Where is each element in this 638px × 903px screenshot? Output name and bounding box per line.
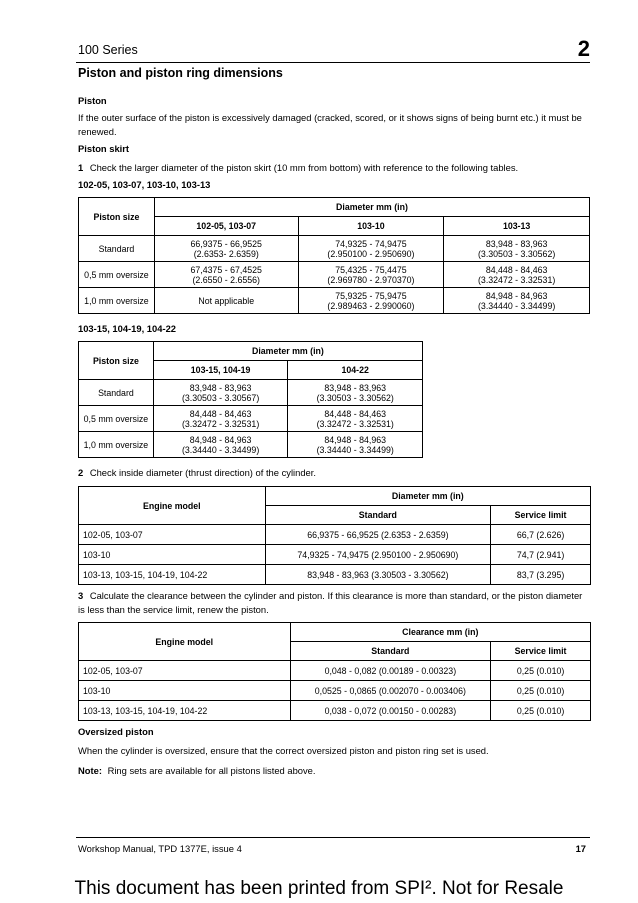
table1-group-header: Diameter mm (in)	[154, 198, 589, 217]
piston-skirt-table-2	[78, 341, 423, 458]
value-cell: 67,4375 - 67,4525 (2.6550 - 2.6556)	[154, 262, 298, 288]
table4-group-header: Clearance mm (in)	[290, 623, 590, 642]
value-cell: 83,948 - 83,963 (3.30503 - 3.30562)	[288, 380, 423, 406]
table2-group-header: Diameter mm (in)	[153, 342, 422, 361]
model-cell: 103-10	[79, 545, 266, 565]
step1	[78, 161, 590, 175]
oversized-heading: Oversized piston	[78, 726, 154, 737]
size-cell: 0,5 mm oversize	[79, 262, 155, 288]
step1-text: Check the larger diameter of the piston skirt (10 mm from bottom) with reference to the following tables.	[89, 162, 519, 173]
model-cell: 103-13, 103-15, 104-19, 104-22	[79, 701, 291, 721]
table3-col-header: Service limit	[491, 506, 591, 525]
table-row	[79, 701, 591, 721]
table-row	[79, 565, 591, 585]
step2-text: Check inside diameter (thrust direction) of the cylinder.	[89, 467, 316, 478]
step3	[78, 589, 590, 617]
table4-col-header: Standard	[290, 642, 491, 661]
page-title: Piston and piston ring dimensions	[78, 66, 283, 80]
value-cell: 83,7 (3.295)	[491, 565, 591, 585]
value-cell: 83,948 - 83,963 (3.30503 - 3.30562)	[444, 236, 590, 262]
table-row	[79, 545, 591, 565]
model-cell: 102-05, 103-07	[79, 525, 266, 545]
clearance-table	[78, 622, 591, 721]
header-rule	[76, 62, 590, 63]
chapter-number: 2	[577, 36, 590, 61]
value-cell: 0,038 - 0,072 (0.00150 - 0.00283)	[290, 701, 491, 721]
table3-group-header: Diameter mm (in)	[265, 487, 590, 506]
table1-col-header: 103-10	[298, 217, 444, 236]
table4-col-header: Service limit	[491, 642, 591, 661]
footer-rule	[76, 837, 590, 838]
value-cell: 83,948 - 83,963 (3.30503 - 3.30562)	[265, 565, 491, 585]
table3-col-engine-model: Engine model	[79, 487, 266, 525]
value-cell: 0,048 - 0,082 (0.00189 - 0.00323)	[290, 661, 491, 681]
value-cell: 66,7 (2.626)	[491, 525, 591, 545]
size-cell: 0,5 mm oversize	[79, 406, 154, 432]
table-row	[79, 262, 590, 288]
table-row	[79, 681, 591, 701]
page-number: 17	[575, 843, 586, 854]
value-cell: 66,9375 - 66,9525 (2.6353 - 2.6359)	[265, 525, 491, 545]
model-cell: 103-13, 103-15, 104-19, 104-22	[79, 565, 266, 585]
cylinder-diameter-table	[78, 486, 591, 585]
value-cell: 84,948 - 84,963 (3.34440 - 3.34499)	[444, 288, 590, 314]
table2-heading: 103-15, 104-19, 104-22	[78, 323, 176, 334]
table-row	[79, 236, 590, 262]
value-cell: 75,9325 - 75,9475 (2.989463 - 2.990060)	[298, 288, 444, 314]
step3-number: 3	[78, 590, 84, 601]
table-row	[79, 525, 591, 545]
note-label: Note:	[78, 765, 102, 776]
model-cell: 102-05, 103-07	[79, 661, 291, 681]
value-cell: 74,9325 - 74,9475 (2.950100 - 2.950690)	[298, 236, 444, 262]
value-cell: 83,948 - 83,963 (3.30503 - 3.30567)	[153, 380, 288, 406]
piston-heading: Piston	[78, 95, 107, 106]
step2-number: 2	[78, 467, 84, 478]
table-row	[79, 432, 423, 458]
step3-text: Calculate the clearance between the cylinder and piston. If this clearance is more than standard, or the piston diameter is less than the service limit, renew the piston.	[78, 590, 583, 615]
value-cell: 84,948 - 84,963 (3.34440 - 3.34499)	[153, 432, 288, 458]
oversized-text: When the cylinder is oversized, ensure that the correct oversized piston and piston ring set is used.	[78, 745, 489, 756]
table1-col-header: 102-05, 103-07	[154, 217, 298, 236]
piston-text: If the outer surface of the piston is excessively damaged (cracked, scored, or it shows signs of being burnt etc.) it must be renewed.	[78, 112, 582, 137]
step2	[78, 466, 590, 480]
table1-col-header: 103-13	[444, 217, 590, 236]
value-cell: 75,4325 - 75,4475 (2.969780 - 2.970370)	[298, 262, 444, 288]
table1-col-piston-size: Piston size	[79, 198, 155, 236]
value-cell: 74,9325 - 74,9475 (2.950100 - 2.950690)	[265, 545, 491, 565]
piston-skirt-table-1	[78, 197, 590, 314]
table2-col-header: 104-22	[288, 361, 423, 380]
footer-manual: Workshop Manual, TPD 1377E, issue 4	[78, 843, 242, 854]
value-cell: 84,948 - 84,963 (3.34440 - 3.34499)	[288, 432, 423, 458]
size-cell: Standard	[79, 236, 155, 262]
value-cell: 84,448 - 84,463 (3.32472 - 3.32531)	[153, 406, 288, 432]
value-cell: 84,448 - 84,463 (3.32472 - 3.32531)	[288, 406, 423, 432]
note	[78, 764, 590, 778]
step1-number: 1	[78, 162, 84, 173]
size-cell: 1,0 mm oversize	[79, 288, 155, 314]
table-row	[79, 380, 423, 406]
value-cell: 0,0525 - 0,0865 (0.002070 - 0.003406)	[290, 681, 491, 701]
skirt-heading: Piston skirt	[78, 143, 130, 154]
size-cell: 1,0 mm oversize	[79, 432, 154, 458]
value-cell: 74,7 (2.941)	[491, 545, 591, 565]
model-cell: 103-10	[79, 681, 291, 701]
series-label: 100 Series	[78, 43, 138, 57]
value-cell: 84,448 - 84,463 (3.32472 - 3.32531)	[444, 262, 590, 288]
resale-banner: This document has been printed from SPI². Not for Resale	[74, 878, 564, 899]
value-cell: 66,9375 - 66,9525 (2.6353- 2.6359)	[154, 236, 298, 262]
table2-col-piston-size: Piston size	[79, 342, 154, 380]
table1-heading: 102-05, 103-07, 103-10, 103-13	[78, 179, 211, 190]
table-row	[79, 406, 423, 432]
size-cell: Standard	[79, 380, 154, 406]
value-cell: 0,25 (0.010)	[491, 681, 591, 701]
table3-col-header: Standard	[265, 506, 491, 525]
table4-col-engine-model: Engine model	[79, 623, 291, 661]
table-row	[79, 661, 591, 681]
value-cell: Not applicable	[154, 288, 298, 314]
note-text: Ring sets are available for all pistons listed above.	[107, 765, 316, 776]
table-row	[79, 288, 590, 314]
value-cell: 0,25 (0.010)	[491, 661, 591, 681]
table2-col-header: 103-15, 104-19	[153, 361, 288, 380]
value-cell: 0,25 (0.010)	[491, 701, 591, 721]
